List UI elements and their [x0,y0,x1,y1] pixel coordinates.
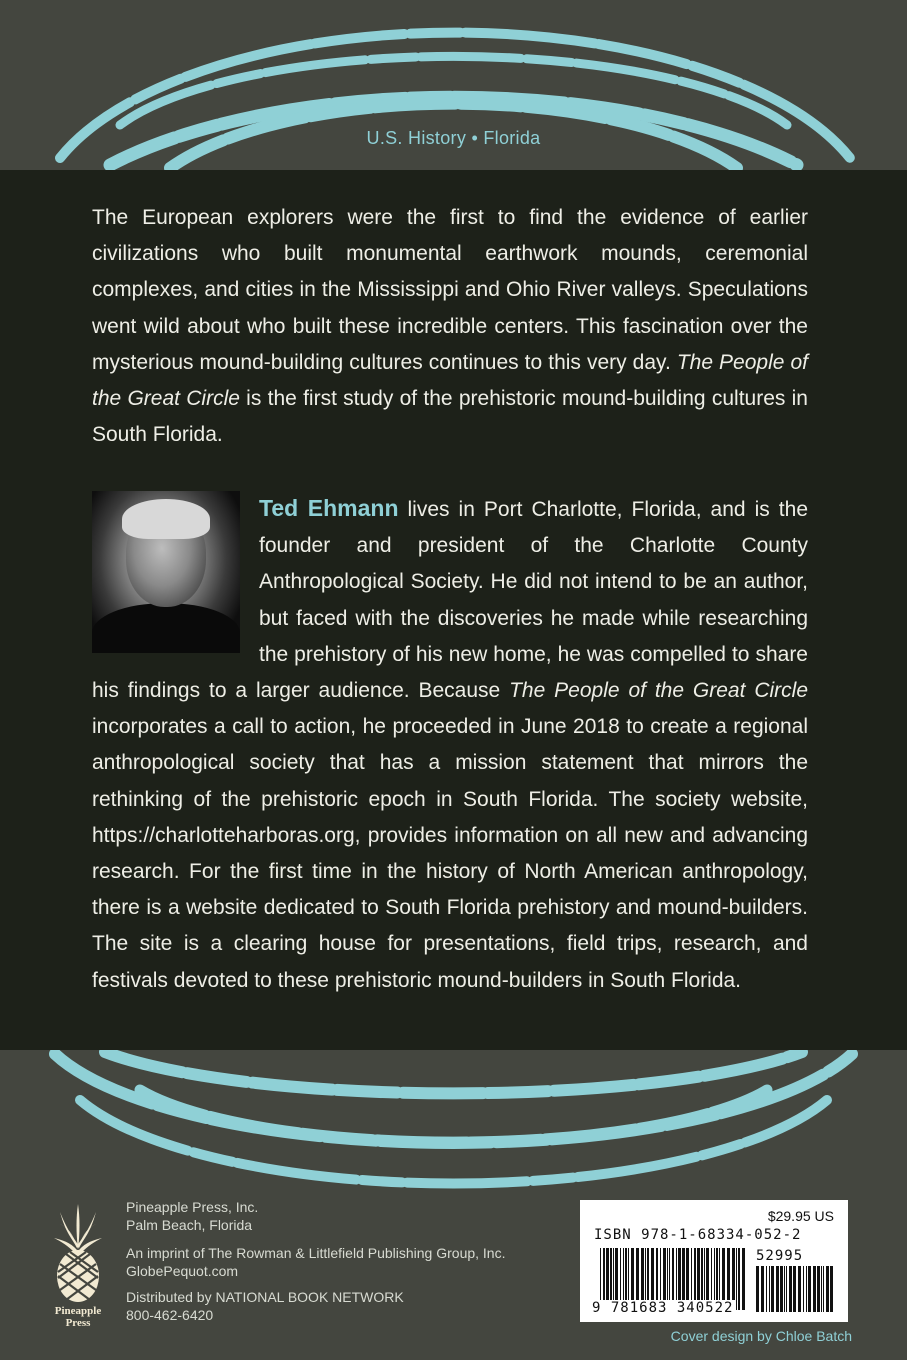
barcode-bar [738,1248,740,1310]
barcode-bar [789,1266,792,1312]
cover-design-credit: Cover design by Chloe Batch [670,1328,852,1344]
barcode-bar [736,1248,737,1310]
barcode-bar [776,1266,779,1312]
barcode-bar [771,1266,774,1312]
barcode-addon-bars [756,1266,834,1312]
barcode-bar [786,1266,787,1312]
isbn-text: ISBN 978-1-68334-052-2 [594,1227,802,1243]
barcode-bar [766,1266,767,1312]
author-bio-part1: lives in Port Charlotte, Florida, and is the founder and president of the Charlotte County Anthropological Society. He did not intend to be an author, but faced with the discoveries he made while researching the prehistory of his new home, he was compelled to share his findings to a larger audience. Because [92,498,808,703]
barcode-bar [761,1266,764,1312]
author-name: Ted Ehmann [259,495,399,521]
barcode-bar [784,1266,785,1312]
publisher-distributor: Distributed by NATIONAL BOOK NETWORK [126,1289,404,1305]
price-text: $29.95 US [767,1208,834,1224]
barcode-bar [826,1266,829,1312]
barcode-bar [806,1266,807,1312]
barcode-bar [780,1266,783,1312]
ean-digits: 9 781683 340522 [592,1300,734,1316]
author-bio-part2: incorporates a call to action, he proceeded in June 2018 to create a regional anthropological society that has a mission statement that mirrors the rethinking of the prehistoric epoch in South Florida. The society website, https://charlotteharboras.org, provides information on all new and advancing research. For the first time in the history of North American anthropology, there is a website dedicated to South Florida prehistory and mound-builders. The site is a clearing house for presentations, field trips, research, and festivals devoted to these prehistoric mound-builders in South Florida. [92,715,808,992]
publisher-location: Palm Beach, Florida [126,1217,253,1233]
pineapple-logo-icon [46,1198,110,1328]
barcode-bar [803,1266,804,1312]
publisher-phone: 800-462-6420 [126,1307,214,1323]
description-text-part1: The European explorers were the first to find the evidence of earlier civilizations who built monumental earthwork mounds, ceremonial complexes, and cities in the Mississippi and Ohio River valleys. Speculations went wild about who built these incredible centers. This fascination over the mysterious mound-building cultures continues to this very day. [92,206,808,374]
barcode-bar [769,1266,770,1312]
publisher-imprint: An imprint of The Rowman & Littlefield Publishing Group, Inc. [126,1245,506,1261]
barcode-bar [808,1266,811,1312]
barcode-bar [823,1266,824,1312]
author-bio-book-title: The People of the Great Circle [509,679,809,703]
barcode-label [580,1200,848,1322]
barcode-bar [817,1266,820,1312]
publisher-website: GlobePequot.com [126,1263,239,1279]
description-text-part2: is the first study of the prehistoric mound-building cultures in South Florida. [92,387,808,447]
price-addon-digits: 52995 [756,1248,804,1264]
barcode-bar [742,1248,745,1310]
publisher-name: Pineapple Press, Inc. [126,1199,259,1215]
barcode-bar [813,1266,816,1312]
book-title-italic: The People of the Great Circle [92,350,808,411]
barcode-bar [821,1266,822,1312]
barcode-bar [798,1266,801,1312]
barcode-bar [793,1266,796,1312]
category-label: U.S. History • Florida [366,128,541,148]
logo-text-pineapple: Pineapple [54,1305,102,1317]
book-description [92,200,808,453]
barcode-bar [830,1266,833,1312]
author-bio [92,490,808,999]
barcode-bar [756,1266,759,1312]
logo-text-press: Press [65,1317,91,1328]
